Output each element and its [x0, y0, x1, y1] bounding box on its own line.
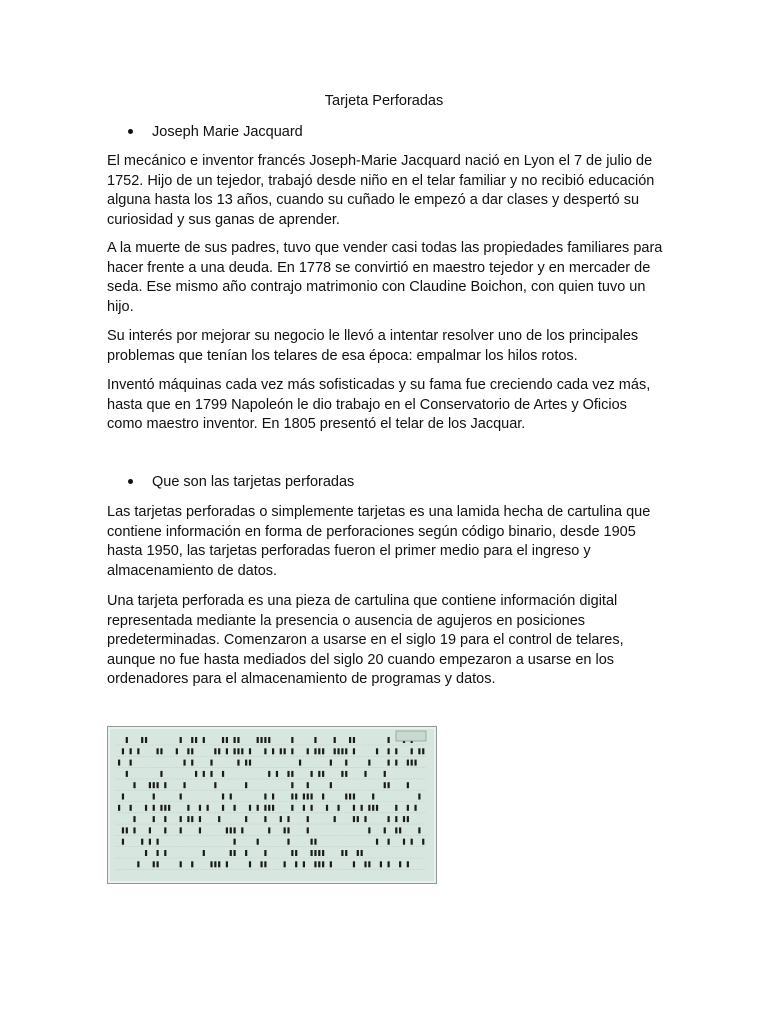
card-hole — [191, 748, 193, 754]
card-hole — [133, 816, 135, 822]
card-hole — [268, 737, 270, 743]
card-hole — [388, 760, 390, 766]
card-hole — [264, 737, 266, 743]
card-hole — [214, 748, 216, 754]
card-hole — [257, 737, 259, 743]
card-hole — [388, 748, 390, 754]
card-hole — [322, 748, 324, 754]
card-corner-stamp — [396, 731, 426, 741]
card-hole — [157, 782, 159, 788]
card-hole — [303, 794, 305, 800]
card-hole — [191, 816, 193, 822]
card-hole — [260, 861, 262, 867]
card-hole — [395, 805, 397, 811]
card-hole — [130, 748, 132, 754]
card-hole — [214, 782, 216, 788]
card-hole — [407, 782, 409, 788]
card-hole — [388, 782, 390, 788]
paragraph: El mecánico e inventor francés Joseph-Marie Jacquard nació en Lyon el 7 de julio de 1752. Hijo de un tejedor, trabajó desde niño en el telar familiar y no recibió educación alguna hasta los 13 años, cuando su cuñado le empezó a dar clases y despertó su curiosidad y sus ganas de aprender. — [107, 153, 655, 228]
punched-card-drawing — [108, 727, 436, 883]
card-hole — [241, 827, 243, 833]
card-hole — [407, 760, 409, 766]
card-hole — [307, 827, 309, 833]
card-hole — [141, 737, 143, 743]
card-hole — [414, 760, 416, 766]
card-hole — [318, 861, 320, 867]
card-hole — [226, 737, 228, 743]
card-hole — [291, 850, 293, 856]
card-hole — [137, 861, 139, 867]
card-hole — [195, 737, 197, 743]
card-hole — [311, 850, 313, 856]
card-hole — [249, 861, 251, 867]
card-hole — [199, 805, 201, 811]
card-hole — [157, 839, 159, 845]
card-hole — [210, 760, 212, 766]
card-hole — [399, 827, 401, 833]
card-hole — [137, 748, 139, 754]
card-hole — [388, 839, 390, 845]
card-hole — [311, 794, 313, 800]
card-hole — [422, 839, 424, 845]
card-hole — [414, 805, 416, 811]
card-hole — [187, 805, 189, 811]
card-hole — [122, 748, 124, 754]
card-hole — [372, 794, 374, 800]
card-hole — [311, 771, 313, 777]
card-hole — [337, 748, 339, 754]
card-hole — [299, 760, 301, 766]
card-hole — [422, 748, 424, 754]
bullet-icon — [128, 129, 133, 134]
card-hole — [372, 805, 374, 811]
card-hole — [249, 748, 251, 754]
card-hole — [164, 816, 166, 822]
card-hole — [226, 861, 228, 867]
card-hole — [180, 861, 182, 867]
card-hole — [268, 805, 270, 811]
card-hole — [291, 805, 293, 811]
card-hole — [164, 782, 166, 788]
card-hole — [314, 839, 316, 845]
card-hole — [411, 839, 413, 845]
card-hole — [218, 816, 220, 822]
card-hole — [349, 737, 351, 743]
card-hole — [407, 861, 409, 867]
punched-card-image — [107, 726, 437, 884]
card-hole — [322, 850, 324, 856]
card-hole — [180, 737, 182, 743]
card-hole — [226, 748, 228, 754]
card-hole — [176, 748, 178, 754]
card-hole — [357, 850, 359, 856]
card-hole — [153, 861, 155, 867]
card-hole — [361, 850, 363, 856]
card-hole — [183, 782, 185, 788]
card-hole — [264, 816, 266, 822]
card-hole — [411, 748, 413, 754]
card-hole — [160, 805, 162, 811]
card-hole — [318, 748, 320, 754]
card-hole — [341, 748, 343, 754]
card-hole — [153, 805, 155, 811]
card-hole — [384, 771, 386, 777]
card-hole — [126, 827, 128, 833]
card-hole — [291, 794, 293, 800]
card-hole — [268, 827, 270, 833]
card-hole — [222, 805, 224, 811]
card-hole — [314, 737, 316, 743]
card-hole — [368, 827, 370, 833]
card-hole — [199, 827, 201, 833]
card-hole — [164, 850, 166, 856]
paragraph: Una tarjeta perforada es una pieza de cartulina que contiene información digital representada mediante la presencia o ausencia de agujeros en posiciones predeterminadas. Comenzaron a usarse en el siglo 19 para el control de telares, aunque no fue hasta mediados del siglo 20 cuando empezaron a usarse en los ordenadores para el almacenamiento de programas y datos. — [107, 593, 624, 687]
card-hole — [322, 861, 324, 867]
card-hole — [318, 771, 320, 777]
card-hole — [130, 805, 132, 811]
card-hole — [376, 748, 378, 754]
paragraph: Su interés por mejorar su negocio le llevó a intentar resolver uno de los principales problemas que tenían los telares de esa época: empalmar los hilos rotos. — [107, 328, 639, 364]
card-hole — [345, 850, 347, 856]
card-hole — [187, 748, 189, 754]
card-hole — [218, 748, 220, 754]
card-hole — [341, 850, 343, 856]
card-hole — [234, 827, 236, 833]
card-hole — [368, 805, 370, 811]
card-hole — [353, 816, 355, 822]
card-hole — [326, 805, 328, 811]
card-hole — [222, 794, 224, 800]
card-hole — [180, 816, 182, 822]
card-hole — [210, 771, 212, 777]
card-hole — [407, 805, 409, 811]
card-hole — [226, 827, 228, 833]
card-hole — [141, 839, 143, 845]
card-hole — [153, 782, 155, 788]
card-hole — [291, 748, 293, 754]
card-hole — [291, 782, 293, 788]
card-hole — [399, 861, 401, 867]
card-hole — [368, 861, 370, 867]
card-hole — [130, 760, 132, 766]
card-hole — [234, 850, 236, 856]
card-hole — [353, 737, 355, 743]
card-hole — [307, 794, 309, 800]
card-hole — [364, 771, 366, 777]
card-hole — [133, 827, 135, 833]
card-hole — [287, 816, 289, 822]
card-hole — [311, 805, 313, 811]
card-hole — [180, 827, 182, 833]
card-hole — [153, 816, 155, 822]
card-hole — [222, 737, 224, 743]
card-hole — [191, 760, 193, 766]
card-hole — [364, 861, 366, 867]
card-hole — [334, 816, 336, 822]
card-hole — [345, 771, 347, 777]
card-hole — [287, 827, 289, 833]
card-hole — [180, 794, 182, 800]
card-hole — [307, 816, 309, 822]
card-hole — [284, 748, 286, 754]
card-hole — [388, 816, 390, 822]
card-hole — [291, 737, 293, 743]
card-hole — [411, 760, 413, 766]
card-hole — [237, 748, 239, 754]
card-hole — [249, 760, 251, 766]
card-hole — [245, 760, 247, 766]
card-hole — [291, 771, 293, 777]
card-hole — [118, 805, 120, 811]
section-heading-label: Joseph Marie Jacquard — [152, 124, 303, 140]
card-hole — [149, 827, 151, 833]
card-hole — [234, 748, 236, 754]
card-hole — [133, 782, 135, 788]
card-hole — [388, 861, 390, 867]
card-hole — [234, 737, 236, 743]
card-hole — [353, 805, 355, 811]
card-hole — [280, 748, 282, 754]
card-hole — [322, 794, 324, 800]
card-hole — [122, 794, 124, 800]
card-hole — [203, 737, 205, 743]
card-hole — [276, 771, 278, 777]
card-hole — [353, 861, 355, 867]
card-hole — [249, 805, 251, 811]
card-hole — [337, 805, 339, 811]
card-hole — [164, 827, 166, 833]
card-hole — [303, 861, 305, 867]
card-hole — [237, 737, 239, 743]
card-hole — [307, 748, 309, 754]
card-hole — [218, 861, 220, 867]
card-hole — [203, 850, 205, 856]
card-hole — [214, 861, 216, 867]
card-hole — [295, 850, 297, 856]
card-hole — [195, 771, 197, 777]
card-hole — [145, 850, 147, 856]
card-hole — [349, 794, 351, 800]
card-hole — [318, 850, 320, 856]
card-hole — [345, 760, 347, 766]
paragraph: Inventó máquinas cada vez más sofisticadas y su fama fue creciendo cada vez más, hasta que en 1799 Napoleón le dio trabajo en el Conservatorio de Artes y Oficios como maestro inventor. En 1805 presentó el telar de los Jacquar. — [107, 377, 651, 432]
card-hole — [122, 827, 124, 833]
card-hole — [295, 794, 297, 800]
card-hole — [418, 827, 420, 833]
card-hole — [191, 861, 193, 867]
card-hole — [203, 771, 205, 777]
card-hole — [287, 771, 289, 777]
card-hole — [303, 805, 305, 811]
card-hole — [264, 794, 266, 800]
card-hole — [260, 737, 262, 743]
card-hole — [357, 816, 359, 822]
document-title: Tarjeta Perforadas — [324, 93, 444, 109]
card-hole — [418, 794, 420, 800]
card-hole — [183, 760, 185, 766]
card-hole — [126, 737, 128, 743]
card-hole — [222, 771, 224, 777]
card-hole — [384, 827, 386, 833]
card-hole — [272, 748, 274, 754]
card-hole — [353, 794, 355, 800]
card-hole — [330, 782, 332, 788]
card-hole — [207, 805, 209, 811]
card-hole — [395, 827, 397, 833]
card-hole — [330, 760, 332, 766]
card-hole — [395, 760, 397, 766]
card-hole — [187, 816, 189, 822]
card-hole — [126, 771, 128, 777]
card-hole — [122, 839, 124, 845]
card-hole — [245, 816, 247, 822]
card-hole — [284, 827, 286, 833]
card-hole — [234, 805, 236, 811]
card-hole — [160, 771, 162, 777]
card-hole — [230, 794, 232, 800]
card-hole — [295, 861, 297, 867]
card-hole — [376, 839, 378, 845]
card-hole — [157, 861, 159, 867]
card-hole — [322, 771, 324, 777]
card-hole — [241, 748, 243, 754]
paragraph: A la muerte de sus padres, tuvo que vender casi todas las propiedades familiares para hacer frente a una deuda. En 1778 se convirtió en maestro tejedor y en mercader de seda. Ese mismo año contrajo matrimonio con Claudine Boichon, con quien tuvo un hijo. — [107, 240, 663, 315]
card-hole — [407, 816, 409, 822]
card-hole — [403, 839, 405, 845]
card-hole — [368, 760, 370, 766]
card-hole — [230, 850, 232, 856]
card-hole — [210, 861, 212, 867]
paragraph: Las tarjetas perforadas o simplemente tarjetas es una lamida hecha de cartulina que contiene información en forma de perforaciones según código binario, desde 1905 hasta 1950, las tarjetas perforadas fueron el primer medio para el ingreso y almacenamiento de datos. — [107, 504, 651, 579]
card-hole — [280, 816, 282, 822]
card-hole — [153, 794, 155, 800]
card-hole — [395, 816, 397, 822]
card-hole — [160, 748, 162, 754]
card-hole — [314, 850, 316, 856]
card-hole — [364, 816, 366, 822]
card-hole — [380, 861, 382, 867]
card-hole — [168, 805, 170, 811]
card-hole — [257, 839, 259, 845]
card-hole — [403, 816, 405, 822]
card-hole — [345, 748, 347, 754]
card-hole — [345, 794, 347, 800]
card-hole — [311, 839, 313, 845]
card-hole — [334, 737, 336, 743]
card-hole — [272, 794, 274, 800]
card-hole — [361, 805, 363, 811]
card-hole — [388, 737, 390, 743]
card-hole — [395, 748, 397, 754]
card-hole — [376, 805, 378, 811]
card-hole — [287, 839, 289, 845]
card-hole — [334, 748, 336, 754]
card-hole — [149, 839, 151, 845]
card-hole — [237, 760, 239, 766]
card-hole — [157, 850, 159, 856]
card-hole — [264, 748, 266, 754]
card-hole — [264, 805, 266, 811]
card-hole — [149, 782, 151, 788]
card-hole — [191, 737, 193, 743]
card-hole — [118, 760, 120, 766]
section-heading-label: Que son las tarjetas perforadas — [152, 474, 355, 490]
card-hole — [314, 861, 316, 867]
card-hole — [145, 737, 147, 743]
card-hole — [157, 748, 159, 754]
card-hole — [272, 805, 274, 811]
card-hole — [230, 827, 232, 833]
bullet-icon — [128, 479, 133, 484]
card-hole — [307, 782, 309, 788]
card-hole — [268, 771, 270, 777]
card-hole — [264, 850, 266, 856]
card-hole — [257, 805, 259, 811]
card-hole — [330, 861, 332, 867]
card-hole — [418, 748, 420, 754]
card-hole — [264, 861, 266, 867]
card-hole — [245, 782, 247, 788]
card-hole — [164, 805, 166, 811]
card-hole — [341, 771, 343, 777]
card-hole — [245, 850, 247, 856]
card-hole — [384, 782, 386, 788]
card-hole — [353, 748, 355, 754]
card-hole — [234, 839, 236, 845]
card-hole — [145, 805, 147, 811]
card-hole — [284, 861, 286, 867]
card-hole — [199, 816, 201, 822]
card-hole — [314, 748, 316, 754]
